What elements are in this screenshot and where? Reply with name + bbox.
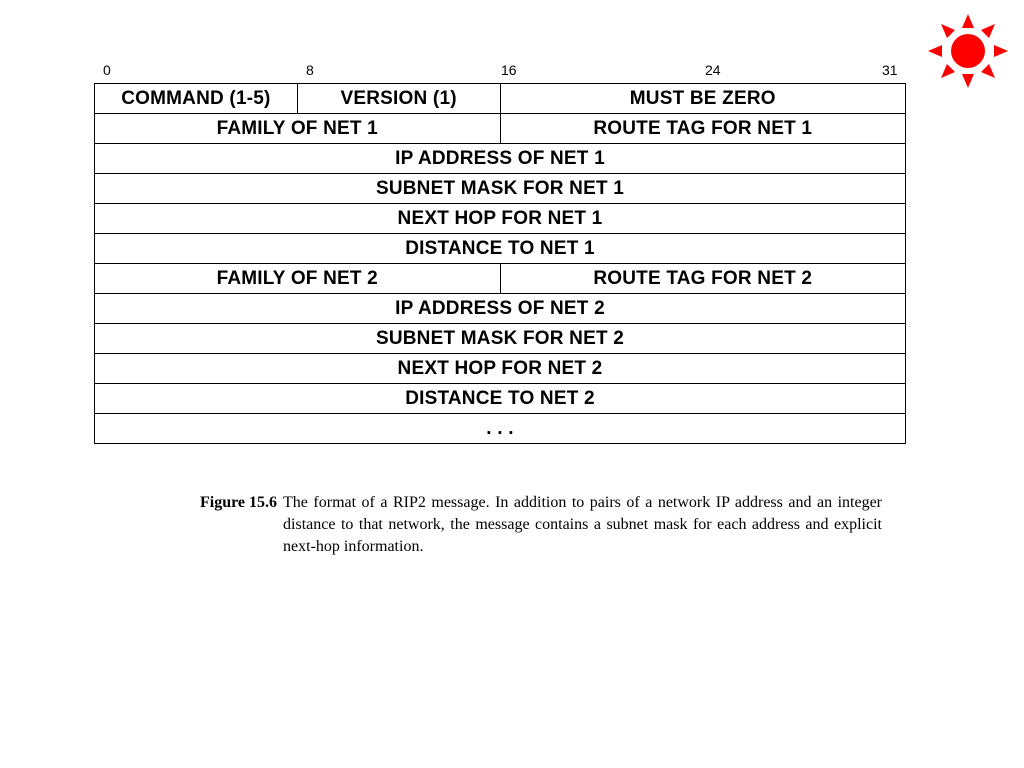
- field-cell: ROUTE TAG FOR NET 2: [500, 264, 906, 294]
- bit-label-16: 16: [501, 62, 517, 78]
- field-cell: SUBNET MASK FOR NET 2: [95, 324, 906, 354]
- field-cell: . . .: [95, 414, 906, 444]
- bit-label-0: 0: [103, 62, 111, 78]
- packet-row: [95, 114, 906, 144]
- packet-row: [95, 384, 906, 414]
- field-cell: SUBNET MASK FOR NET 1: [95, 174, 906, 204]
- figure-caption-text: The format of a RIP2 message. In addition to pairs of a network IP address and an integer distance to that network, the message contains a subnet mask for each address and explicit next-hop information.: [283, 494, 882, 555]
- packet-row: [95, 414, 906, 444]
- packet-row: [95, 174, 906, 204]
- packet-row: [95, 264, 906, 294]
- packet-row: [95, 144, 906, 174]
- field-cell: ROUTE TAG FOR NET 1: [500, 114, 906, 144]
- field-cell: FAMILY OF NET 2: [95, 264, 501, 294]
- field-cell: VERSION (1): [297, 84, 500, 114]
- field-cell: NEXT HOP FOR NET 2: [95, 354, 906, 384]
- packet-row: [95, 84, 906, 114]
- sun-shape: [928, 14, 1008, 88]
- bit-label-24: 24: [705, 62, 721, 78]
- bit-label-8: 8: [306, 62, 314, 78]
- field-cell: DISTANCE TO NET 2: [95, 384, 906, 414]
- figure-caption: [200, 492, 882, 558]
- field-cell: IP ADDRESS OF NET 2: [95, 294, 906, 324]
- packet-row: [95, 294, 906, 324]
- field-cell: IP ADDRESS OF NET 1: [95, 144, 906, 174]
- bit-label-31: 31: [882, 62, 898, 78]
- packet-row: [95, 354, 906, 384]
- packet-format-table: [94, 83, 906, 444]
- figure-caption-label: Figure 15.6: [200, 494, 278, 511]
- field-cell: COMMAND (1-5): [95, 84, 298, 114]
- packet-row: [95, 234, 906, 264]
- field-cell: FAMILY OF NET 1: [95, 114, 501, 144]
- field-cell: DISTANCE TO NET 1: [95, 234, 906, 264]
- packet-row: [95, 204, 906, 234]
- field-cell: MUST BE ZERO: [500, 84, 906, 114]
- sun-icon: [928, 14, 1008, 88]
- field-cell: NEXT HOP FOR NET 1: [95, 204, 906, 234]
- packet-row: [95, 324, 906, 354]
